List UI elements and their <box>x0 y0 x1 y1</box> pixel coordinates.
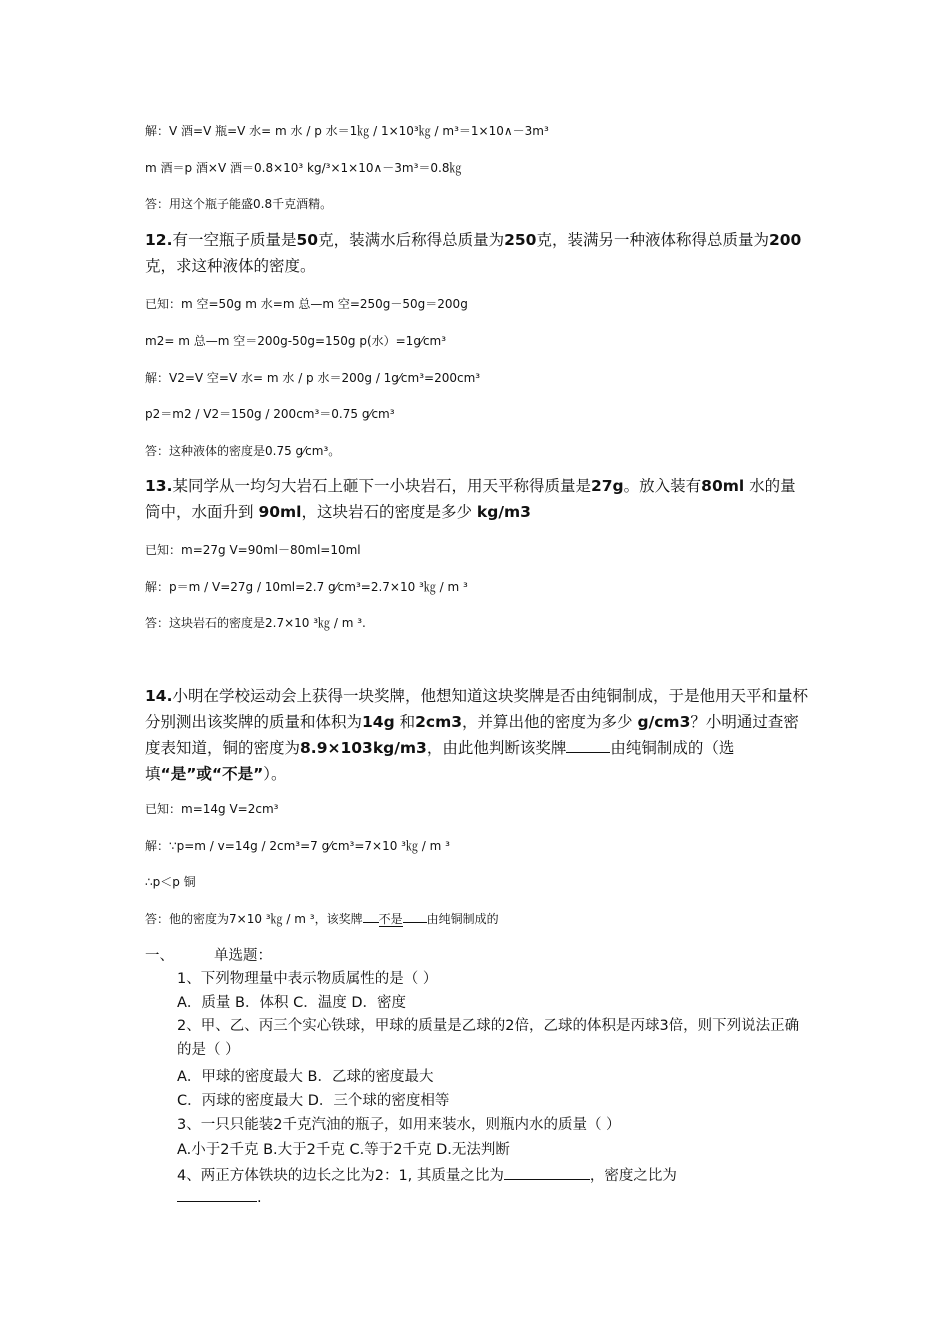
q13-number: 13. <box>145 477 173 495</box>
q14-text: ？小明通过查密度表知道，铜的密度为 <box>145 713 799 757</box>
answer-blank <box>177 1201 257 1202</box>
q13-value: kg/m3 <box>476 503 531 521</box>
mc-question-3-options: A.小于2千克 B.大于2千克 C.等于2千克 D.无法判断 <box>177 1142 510 1158</box>
q14-text: 和 <box>394 713 416 731</box>
question-14 <box>145 683 810 787</box>
q14-value: “是”或“不是” <box>160 765 264 783</box>
q14-text: 小明在学校运动会上获得一块奖牌，他想知道这块奖牌是否由纯铜制成，于是他用天平和量杯分别测出该奖牌的质量和体积为 <box>145 687 808 731</box>
question-13 <box>145 473 810 525</box>
mc-question-4-text: 4、两正方体铁块的边长之比为2：1, 其质量之比为 <box>177 1168 504 1184</box>
answer-blank <box>403 922 427 923</box>
q13-text: ，这块岩石的密度是多少 <box>301 503 477 521</box>
q12-value: 50 <box>296 231 319 249</box>
q13-solution: 解：p＝m / V=27g / 10ml=2.7 g⁄cm³=2.7×10 ³㎏ / m ³ <box>145 580 468 594</box>
q11-solution-line-1: 解：V 酒=V 瓶=V 水= m 水 / p 水＝1㎏ / 1×10³㎏ / m³＝1×10∧－3m³ <box>145 124 549 138</box>
mc-question-1: 1、下列物理量中表示物质属性的是（ ） <box>177 971 438 987</box>
q13-value: 90ml <box>258 503 302 521</box>
q12-solution-2: p2＝m2 / V2＝150g / 200cm³＝0.75 g⁄cm³ <box>145 407 395 421</box>
answer-blank <box>363 922 379 923</box>
q14-answer-fill: 不是 <box>378 912 403 926</box>
q14-answer <box>145 910 499 927</box>
q12-text: 有一空瓶子质量是 <box>172 231 297 249</box>
mc-question-4-cont <box>177 1190 262 1206</box>
q14-number: 14. <box>145 687 173 705</box>
q12-text: 克，装满另一种液体称得总质量为 <box>536 231 769 249</box>
mc-question-4-text: ，密度之比为 <box>589 1168 677 1184</box>
q14-text: ）。 <box>263 765 287 783</box>
mc-question-2: 2、甲、乙、丙三个实心铁球，甲球的质量是乙球的2倍，乙球的体积是丙球3倍，则下列说法正确的是（ ） <box>177 1018 800 1058</box>
q12-number: 12. <box>145 231 173 249</box>
q14-solution-2: ∴p＜p 铜 <box>145 875 196 889</box>
q14-text: 由纯铜制成的（选填 <box>145 739 735 783</box>
q13-value: 27g <box>590 477 624 495</box>
q14-value: g/cm3 <box>637 713 691 731</box>
q13-value: 80ml <box>701 477 745 495</box>
q14-known: 已知：m=14g V=2cm³ <box>145 802 279 816</box>
answer-blank <box>504 1179 590 1180</box>
section-title: 单选题： <box>214 948 272 964</box>
mc-question-2-options-1: A．甲球的密度最大 B．乙球的密度最大 <box>177 1069 434 1085</box>
q14-text: ，并算出他的密度为多少 <box>462 713 638 731</box>
question-12 <box>145 227 810 279</box>
section-number: 一、 <box>145 948 174 964</box>
q12-text: 克，装满水后称得总质量为 <box>318 231 505 249</box>
q11-answer: 答：用这个瓶子能盛0.8千克酒精。 <box>145 197 333 211</box>
q13-known: 已知：m=27g V=90ml－80ml=10ml <box>145 543 361 557</box>
q14-answer-text: 由纯铜制成的 <box>426 912 499 926</box>
q14-solution-1: 解：∵p=m / v=14g / 2cm³=7 g⁄cm³=7×10 ³㎏ / m ³ <box>145 839 450 853</box>
q14-value: 2cm3 <box>415 713 463 731</box>
q12-text: 克，求这种液体的密度。 <box>145 257 316 275</box>
q14-fill-blank <box>566 752 610 753</box>
q14-value: 8.9×103kg/m3 <box>300 739 427 757</box>
mc-question-1-options: A．质量 B．体积 C．温度 D．密度 <box>177 995 406 1011</box>
mc-question-4 <box>177 1164 677 1185</box>
mc-question-3: 3、一只只能装2千克汽油的瓶子，如用来装水，则瓶内水的质量（ ） <box>177 1117 621 1133</box>
q14-value: 14g <box>362 713 395 731</box>
q13-text: 水的量筒中，水面升到 <box>145 477 796 521</box>
q12-value: 200 <box>768 231 802 249</box>
q12-known-1: 已知：m 空=50g m 水=m 总—m 空=250g－50g＝200g <box>145 297 468 311</box>
q13-answer: 答：这块岩石的密度是2.7×10 ³㎏ / m ³. <box>145 616 366 630</box>
q12-solution-1: 解：V2=V 空=V 水= m 水 / p 水＝200g / 1g⁄cm³=200cm³ <box>145 371 481 385</box>
q11-solution-line-2: m 酒＝p 酒×V 酒＝0.8×10³ kg/³×1×10∧－3m³＝0.8㎏ <box>145 161 462 175</box>
q14-text: ，由此他判断该奖牌 <box>426 739 567 757</box>
mc-question-2-options-2: C．丙球的密度最大 D．三个球的密度相等 <box>177 1093 450 1109</box>
q12-answer: 答：这种液体的密度是0.75 g⁄cm³。 <box>145 444 341 458</box>
q13-text: 。放入装有 <box>623 477 702 495</box>
q12-known-2: m2= m 总—m 空＝200g-50g=150g p(水）=1g⁄cm³ <box>145 334 447 348</box>
q14-answer-text: 答：他的密度为7×10 ³㎏ / m ³，该奖牌 <box>145 912 363 926</box>
q13-text: 某同学从一均匀大岩石上砸下一小块岩石，用天平称得质量是 <box>172 477 591 495</box>
q12-value: 250 <box>504 231 537 249</box>
mc-question-4-end: . <box>257 1190 262 1206</box>
